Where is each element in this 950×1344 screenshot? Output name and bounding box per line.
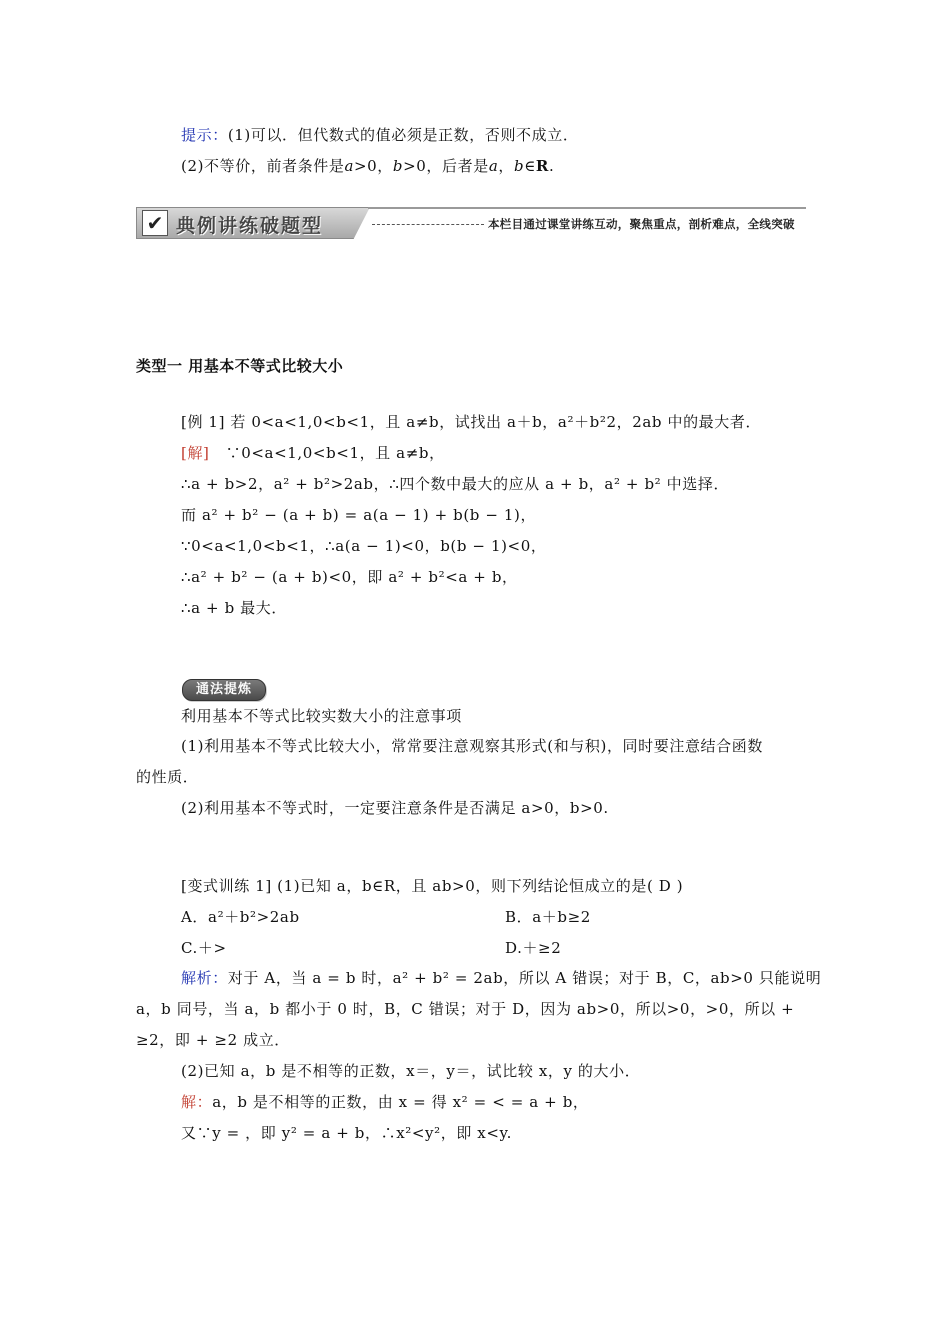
example-solution-line-5: ∴a² + b² − (a + b)<0，即 a² + b²<a + b，: [181, 568, 518, 586]
method-badge: [182, 679, 266, 701]
option-b: B．a＋b≥2: [505, 908, 591, 926]
analysis-line-2: a，b 同号，当 a，b 都小于 0 时，B，C 错误；对于 D，因为 ab>0，所以>0，>0，所以 +: [136, 1000, 795, 1018]
hint-text-2e: >0，后者是: [403, 157, 489, 175]
example-solution-line-1: [181, 443, 445, 463]
hint-line-1: [181, 125, 578, 145]
analysis-text-1: 对于 A，当 a = b 时，a² + b² = 2ab，所以 A 错误；对于 B，C，ab>0 只能说明: [227, 969, 822, 987]
hint-text-2i: ∈: [524, 157, 536, 175]
method-title: 利用基本不等式比较实数大小的注意事项: [181, 707, 462, 725]
method-badge-label: 通法提炼: [195, 682, 252, 697]
method-point-1-line-2: 的性质．: [136, 768, 199, 786]
example-solution-line-6: ∴a + b 最大．: [181, 599, 287, 617]
hint-line-2: [181, 156, 554, 176]
exercise-solution-line-1: [181, 1092, 589, 1112]
method-point-1-line-1: (1)利用基本不等式比较大小，常常要注意观察其形式(和与积)，同时要注意结合函数: [181, 737, 763, 755]
exercise-question: [变式训练 1] (1)已知 a，b∈R，且 ab>0，则下列结论恒成立的是( D ): [181, 877, 684, 895]
hint-label: 提示：: [181, 126, 228, 144]
hint-text-2g: ，: [498, 157, 514, 175]
var-a: a: [488, 157, 499, 175]
var-a: a: [344, 157, 354, 175]
analysis-line-1: [181, 968, 821, 988]
type-heading: 类型一 用基本不等式比较大小: [136, 357, 344, 375]
option-a: A．a²＋b²>2ab: [181, 908, 300, 926]
example-solution-line-2: ∴a + b>2，a² + b²>2ab，∴四个数中最大的应从 a + b，a² + b² 中选择．: [181, 475, 730, 493]
hint-text-1: (1)可以．但代数式的值必须是正数，否则不成立．: [227, 126, 579, 144]
hint-text-2k: .: [549, 157, 555, 175]
example-question: [例 1] 若 0<a<1,0<b<1，且 a≠b，试找出 a＋b，a²＋b²2，2ab 中的最大者．: [181, 413, 762, 431]
banner-title: 典例讲练破题型: [176, 215, 324, 237]
option-d: D.＋≥2: [505, 939, 562, 957]
exercise-solution-text-1: a，b 是不相等的正数，由 x = 得 x² = < = a + b，: [212, 1093, 589, 1111]
solution-text-1: ∵0<a<1,0<b<1，且 a≠b，: [225, 444, 445, 462]
set-R: R: [535, 157, 549, 175]
method-point-2: (2)利用基本不等式时，一定要注意条件是否满足 a>0，b>0.: [181, 799, 609, 817]
var-b: b: [392, 157, 404, 175]
analysis-label: 解析：: [181, 969, 228, 987]
section-banner: [136, 207, 806, 239]
example-solution-line-4: ∵0<a<1,0<b<1，∴a(a − 1)<0，b(b − 1)<0，: [181, 537, 547, 555]
analysis-line-3: ≥2，即 + ≥2 成立．: [136, 1031, 290, 1049]
exercise-solution-label: 解：: [181, 1093, 213, 1111]
checkmark-icon: ✔: [142, 210, 168, 236]
var-b: b: [514, 157, 525, 175]
option-c: C.＋>: [181, 939, 227, 957]
example-solution-line-3: 而 a² + b² − (a + b) = a(a − 1) + b(b − 1)，: [181, 506, 537, 524]
hint-text-2c: >0，: [354, 157, 393, 175]
solution-label: [解]: [181, 444, 210, 462]
exercise-solution-line-2: 又∵y = ，即 y² = a + b，∴x²<y²，即 x<y.: [181, 1124, 512, 1142]
banner-subtitle: 本栏目通过课堂讲练互动，聚焦重点，剖析难点，全线突破: [488, 217, 795, 231]
banner-dash: [372, 224, 484, 225]
hint-text-2a: (2)不等价，前者条件是: [181, 157, 345, 175]
exercise-question-2: (2)已知 a，b 是不相等的正数，x＝，y＝，试比较 x，y 的大小．: [181, 1062, 641, 1080]
banner-rule: [368, 207, 806, 209]
